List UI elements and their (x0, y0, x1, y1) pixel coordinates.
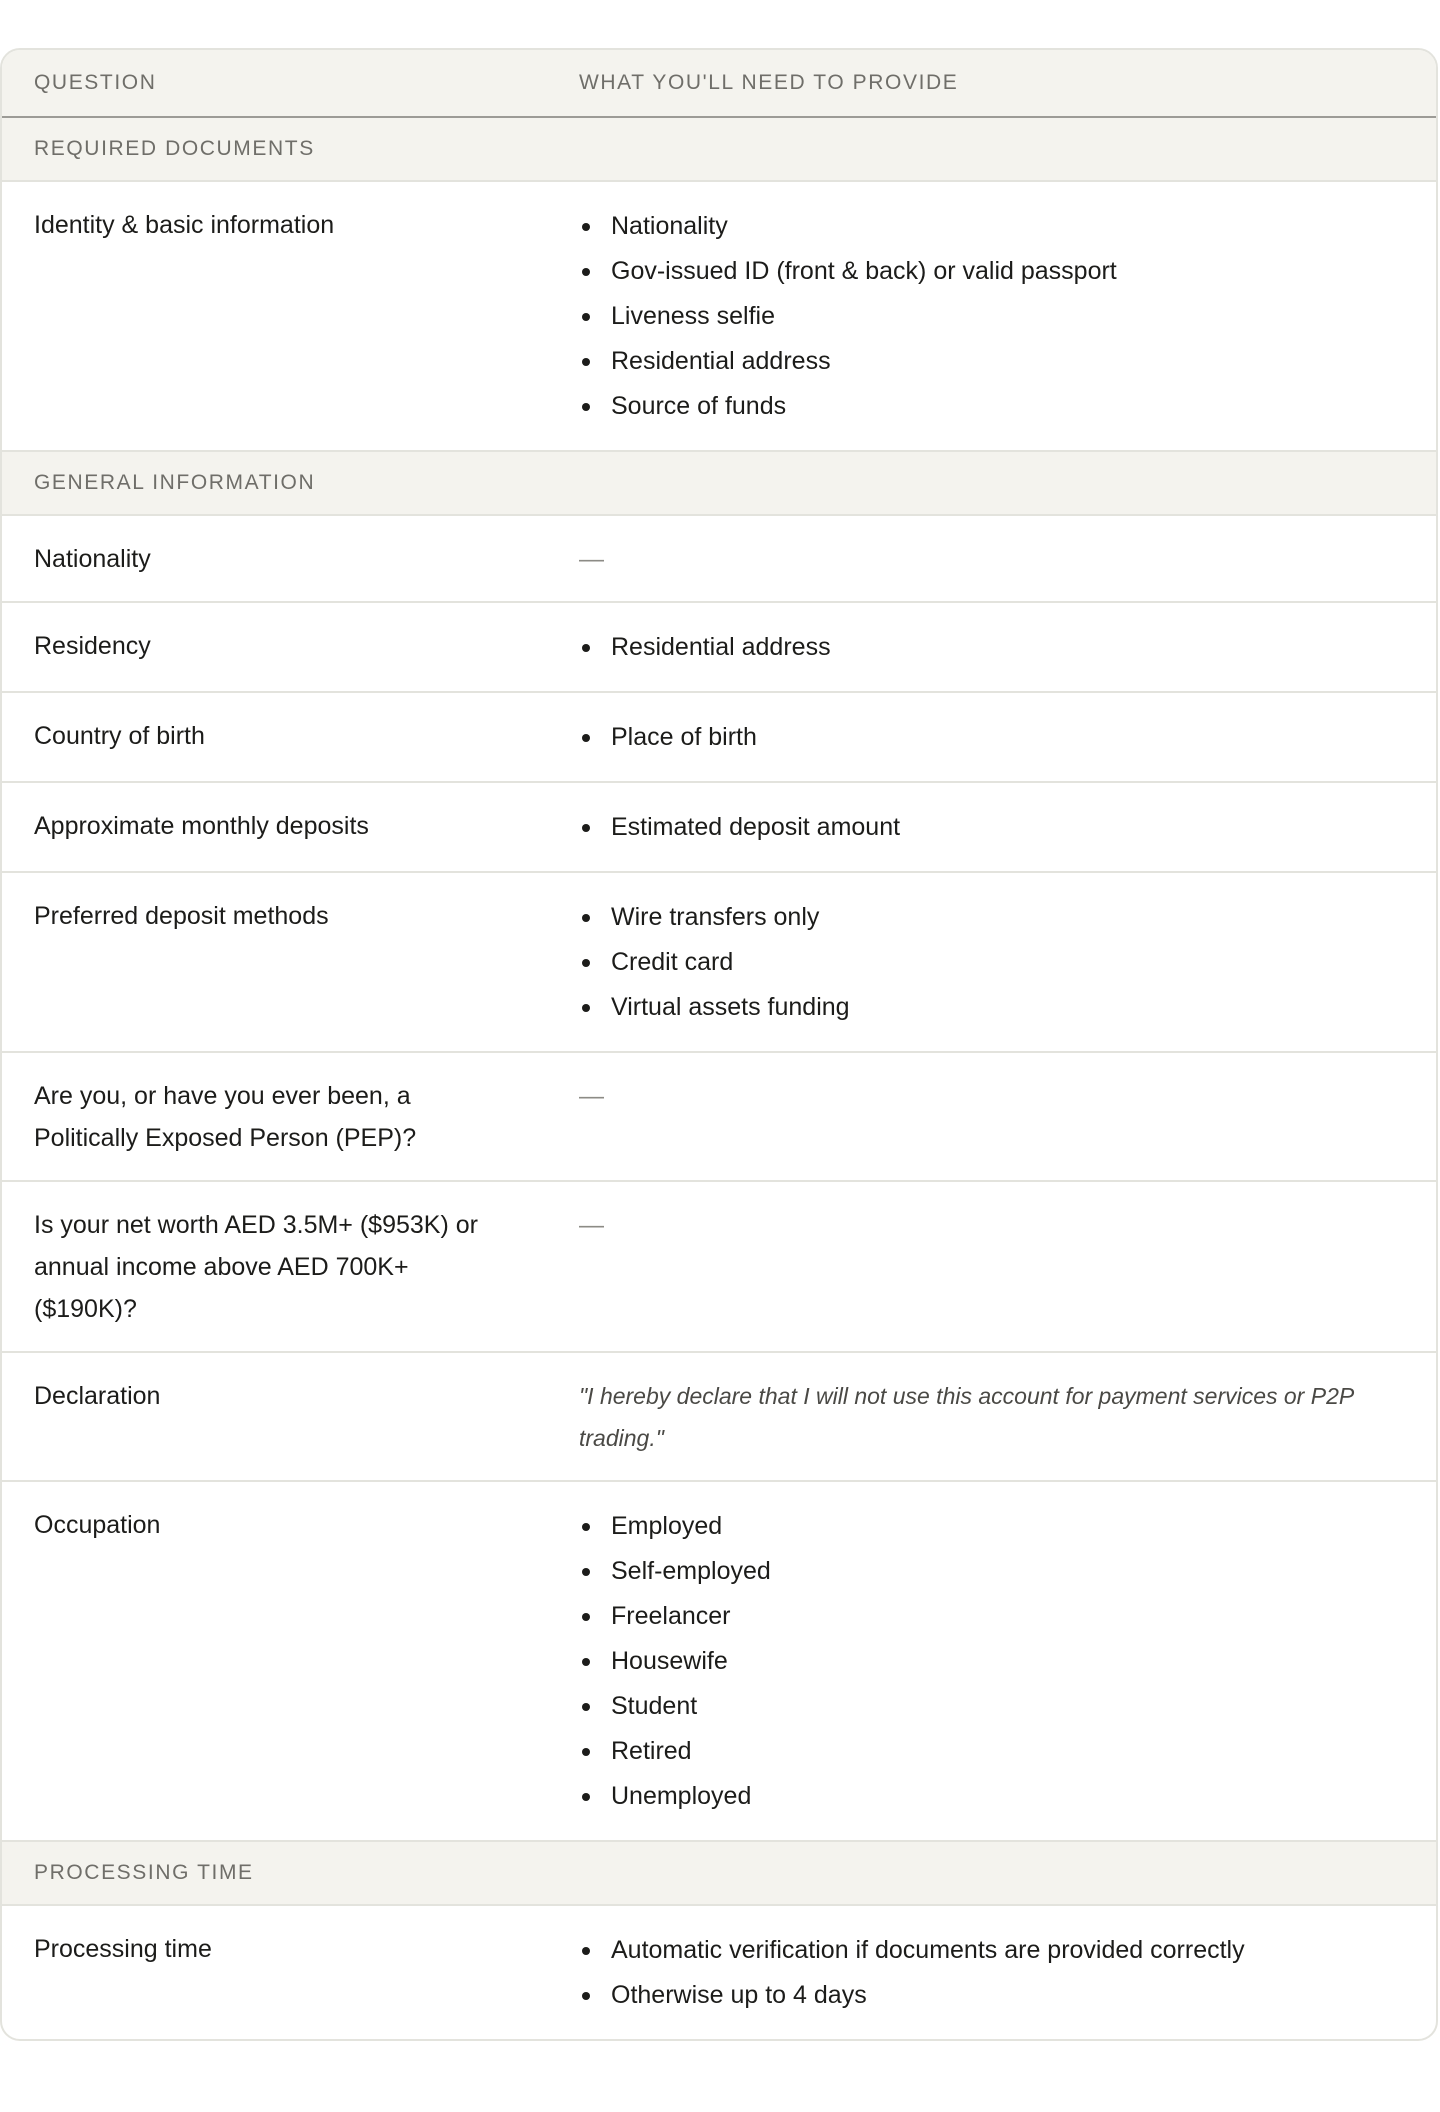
table-row (2, 515, 1436, 602)
empty-value-dash: — (579, 1082, 604, 1110)
list-item: Estimated deposit amount (579, 805, 1404, 850)
list-item: Credit card (579, 940, 1404, 985)
requirements-table (2, 50, 1436, 2039)
section-title: PROCESSING TIME (2, 1841, 1436, 1905)
requirements-list (579, 715, 1404, 760)
section-header-row (2, 451, 1436, 515)
requirements-table-card (0, 48, 1438, 2041)
question-cell: Residency (2, 602, 547, 692)
requirements-list (579, 625, 1404, 670)
list-item: Housewife (579, 1639, 1404, 1684)
empty-value-dash: — (579, 1211, 604, 1239)
list-item: Residential address (579, 625, 1404, 670)
table-row (2, 602, 1436, 692)
requirements-cell (547, 1481, 1436, 1841)
table-row (2, 1352, 1436, 1481)
list-item: Virtual assets funding (579, 985, 1404, 1030)
question-cell: Occupation (2, 1481, 547, 1841)
question-cell: Processing time (34, 1935, 212, 1963)
list-item: Automatic verification if documents are provided correctly (579, 1928, 1404, 1973)
section-header-row (2, 1841, 1436, 1905)
list-item: Otherwise up to 4 days (579, 1973, 1404, 2018)
requirements-cell (547, 782, 1436, 872)
table-row (2, 872, 1436, 1052)
question-cell: Declaration (2, 1352, 547, 1481)
question-cell: Approximate monthly deposits (2, 782, 547, 872)
list-item: Retired (579, 1729, 1404, 1774)
requirements-cell (547, 181, 1436, 451)
requirements-cell (547, 515, 1436, 602)
column-header-requirements: WHAT YOU'LL NEED TO PROVIDE (547, 50, 1436, 117)
list-item: Employed (579, 1504, 1404, 1549)
requirements-cell (547, 602, 1436, 692)
question-cell: Are you, or have you ever been, a Politically Exposed Person (PEP)? (2, 1052, 547, 1181)
requirements-list (579, 895, 1404, 1030)
column-header-question: QUESTION (2, 50, 547, 117)
list-item: Nationality (579, 204, 1404, 249)
list-item: Gov-issued ID (front & back) or valid passport (579, 249, 1404, 294)
table-header (2, 50, 1436, 117)
list-item: Liveness selfie (579, 294, 1404, 339)
section-header-row (2, 117, 1436, 181)
list-item: Residential address (579, 339, 1404, 384)
question-cell: Identity & basic information (2, 181, 547, 451)
requirements-cell (547, 692, 1436, 782)
declaration-quote: "I hereby declare that I will not use this account for payment services or P2P trading." (579, 1383, 1354, 1451)
question-cell: Country of birth (2, 692, 547, 782)
empty-value-dash: — (579, 545, 604, 573)
table-row (2, 1905, 1436, 2039)
table-row (2, 782, 1436, 872)
list-item: Freelancer (579, 1594, 1404, 1639)
requirements-list (579, 1504, 1404, 1819)
table-row (2, 1052, 1436, 1181)
list-item: Unemployed (579, 1774, 1404, 1819)
list-item: Place of birth (579, 715, 1404, 760)
section-title: GENERAL INFORMATION (2, 451, 1436, 515)
table-row (2, 692, 1436, 782)
requirements-list (579, 204, 1404, 429)
section-title: REQUIRED DOCUMENTS (2, 117, 1436, 181)
requirements-cell (547, 1905, 1436, 2039)
requirements-list (579, 805, 1404, 850)
table-row (2, 1181, 1436, 1352)
requirements-list (579, 1928, 1404, 2018)
list-item: Student (579, 1684, 1404, 1729)
list-item: Source of funds (579, 384, 1404, 429)
requirements-cell (547, 1181, 1436, 1352)
requirements-cell (547, 1052, 1436, 1181)
list-item: Wire transfers only (579, 895, 1404, 940)
requirements-cell (547, 1352, 1436, 1481)
question-cell: Is your net worth AED 3.5M+ ($953K) or annual income above AED 700K+ ($190K)? (2, 1181, 547, 1352)
table-body (2, 117, 1436, 2039)
list-item: Self-employed (579, 1549, 1404, 1594)
requirements-cell (547, 872, 1436, 1052)
table-row (2, 1481, 1436, 1841)
question-cell: Nationality (2, 515, 547, 602)
table-row (2, 181, 1436, 451)
question-cell: Preferred deposit methods (2, 872, 547, 1052)
